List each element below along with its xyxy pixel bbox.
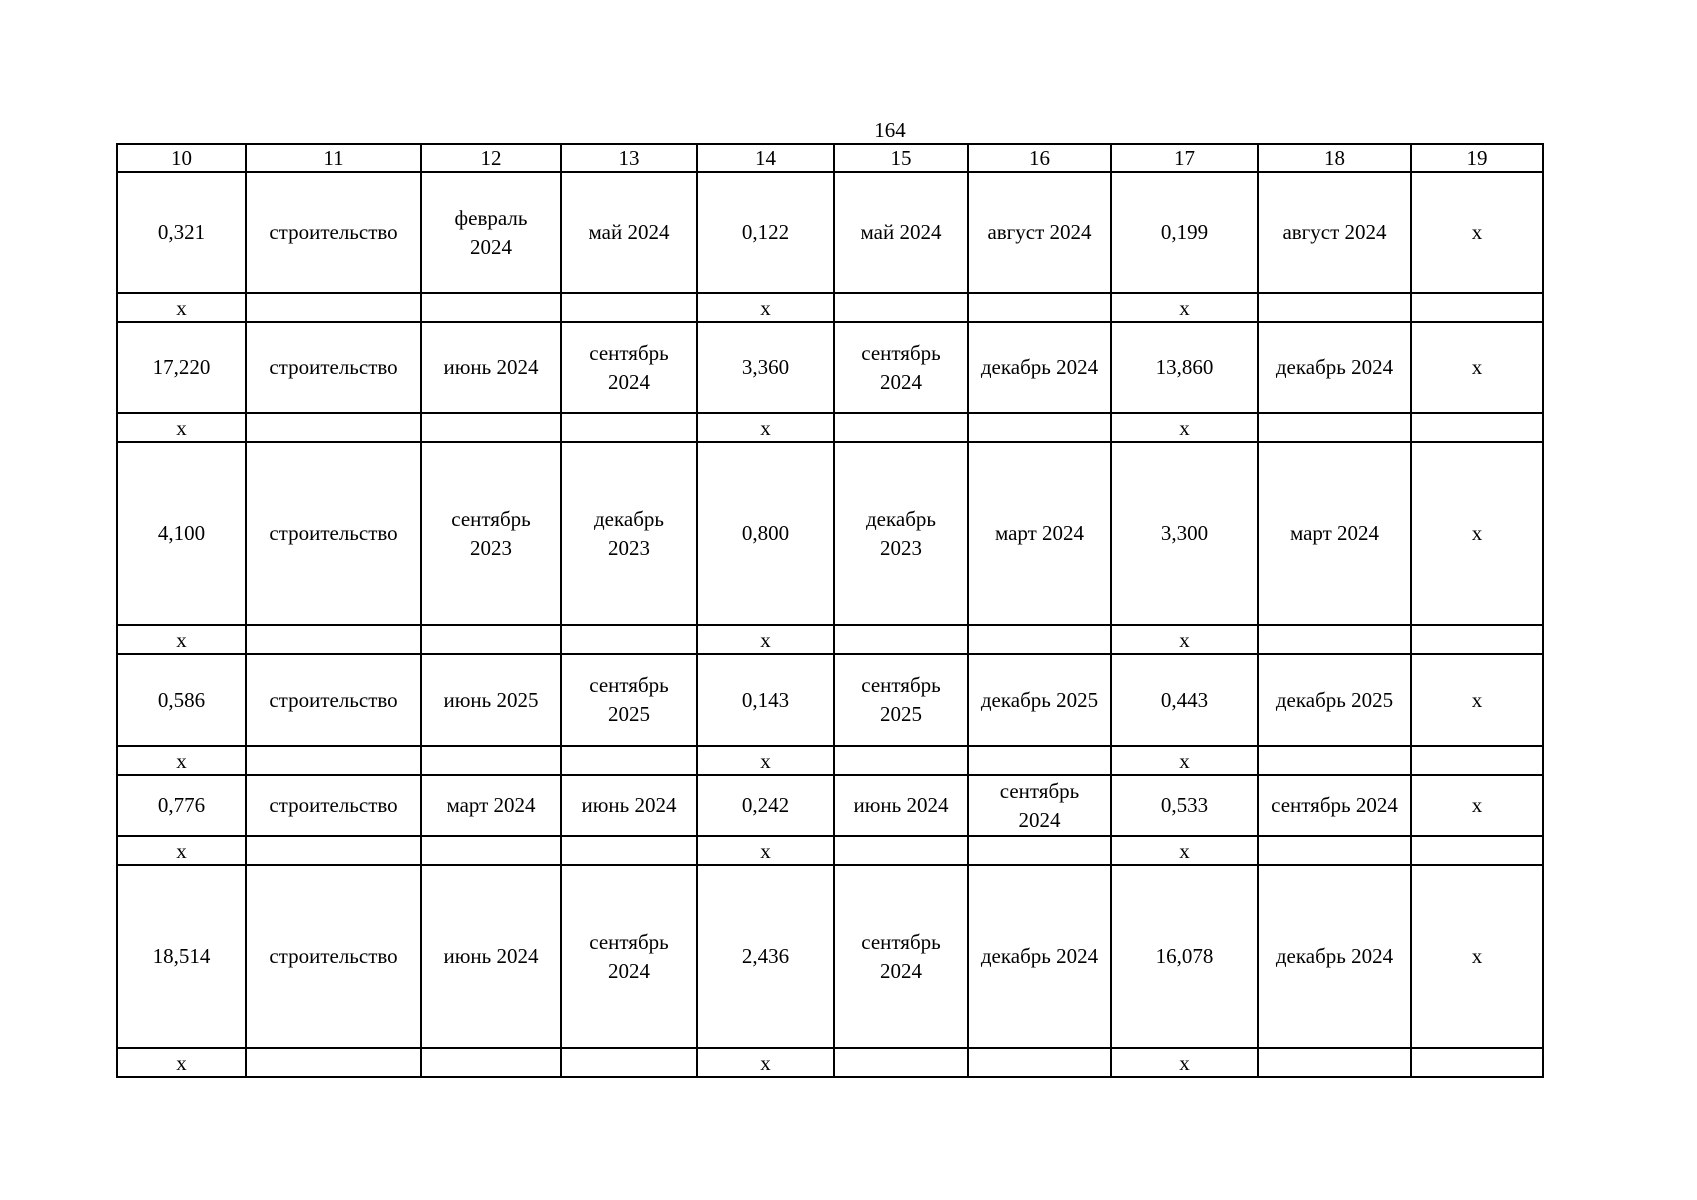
column-header-14: 14	[697, 144, 834, 172]
table-cell: строительство	[246, 172, 421, 293]
table-cell	[834, 413, 968, 442]
table-cell: х	[1111, 1048, 1258, 1077]
table-cell: х	[1111, 293, 1258, 322]
table-cell: сентябрь 2025	[834, 654, 968, 746]
table-cell: июнь 2024	[834, 775, 968, 836]
table-cell	[246, 293, 421, 322]
table-cell: х	[697, 293, 834, 322]
marker-row	[117, 836, 1543, 865]
table-cell: сентябрь 2025	[561, 654, 697, 746]
table-cell: 0,122	[697, 172, 834, 293]
table-cell	[1258, 746, 1411, 775]
table-cell: х	[117, 293, 246, 322]
table-cell: строительство	[246, 322, 421, 413]
table-cell: май 2024	[834, 172, 968, 293]
table-cell	[968, 836, 1111, 865]
table-cell: 3,300	[1111, 442, 1258, 625]
table-cell	[1411, 293, 1543, 322]
marker-row	[117, 413, 1543, 442]
table-cell: строительство	[246, 865, 421, 1048]
table-cell: х	[117, 836, 246, 865]
table-cell: строительство	[246, 775, 421, 836]
table-cell	[421, 746, 561, 775]
table-cell: х	[697, 836, 834, 865]
table-cell: 0,143	[697, 654, 834, 746]
table-cell: х	[117, 1048, 246, 1077]
table-cell	[246, 836, 421, 865]
table-cell: декабрь 2024	[968, 865, 1111, 1048]
table-cell: июнь 2024	[561, 775, 697, 836]
table-cell: декабрь 2023	[561, 442, 697, 625]
table-cell: 2,436	[697, 865, 834, 1048]
table-cell: сентябрь 2023	[421, 442, 561, 625]
table-cell: март 2024	[421, 775, 561, 836]
table-cell: х	[117, 746, 246, 775]
table-cell	[1258, 293, 1411, 322]
table-cell: июнь 2025	[421, 654, 561, 746]
table-row	[117, 442, 1543, 625]
table-cell	[834, 836, 968, 865]
table-cell: сентябрь 2024	[1258, 775, 1411, 836]
table-cell	[1258, 413, 1411, 442]
table-cell: 0,586	[117, 654, 246, 746]
table-cell	[834, 746, 968, 775]
column-header-12: 12	[421, 144, 561, 172]
table-cell: 0,776	[117, 775, 246, 836]
table-cell	[1411, 625, 1543, 654]
table-cell	[421, 625, 561, 654]
table-cell	[1258, 836, 1411, 865]
table-cell: х	[697, 1048, 834, 1077]
page-number: 164	[874, 118, 906, 142]
column-header-18: 18	[1258, 144, 1411, 172]
table-cell	[561, 1048, 697, 1077]
table-cell: 0,800	[697, 442, 834, 625]
table-cell	[561, 625, 697, 654]
table-row	[117, 172, 1543, 293]
table-cell	[246, 1048, 421, 1077]
table-cell	[968, 293, 1111, 322]
table-cell: х	[697, 413, 834, 442]
table-cell	[421, 413, 561, 442]
table-cell: х	[1111, 413, 1258, 442]
table-cell: июнь 2024	[421, 322, 561, 413]
table-cell: июнь 2024	[421, 865, 561, 1048]
table-cell	[246, 625, 421, 654]
table-cell: сентябрь 2024	[968, 775, 1111, 836]
table-cell	[561, 293, 697, 322]
table-cell: х	[1111, 836, 1258, 865]
table-cell	[421, 1048, 561, 1077]
table-cell: февраль 2024	[421, 172, 561, 293]
column-header-16: 16	[968, 144, 1111, 172]
table-cell: х	[117, 413, 246, 442]
table-cell	[421, 836, 561, 865]
column-header-15: 15	[834, 144, 968, 172]
table-cell: х	[697, 625, 834, 654]
table-cell: х	[1111, 746, 1258, 775]
table-cell: сентябрь 2024	[834, 865, 968, 1048]
column-header-19: 19	[1411, 144, 1543, 172]
table-cell: декабрь 2024	[1258, 322, 1411, 413]
table-cell	[561, 413, 697, 442]
table-cell: х	[117, 625, 246, 654]
table-cell: март 2024	[1258, 442, 1411, 625]
table-cell	[1411, 836, 1543, 865]
table-cell	[561, 836, 697, 865]
table-cell: х	[1411, 654, 1543, 746]
table-cell: 3,360	[697, 322, 834, 413]
table-cell: х	[697, 746, 834, 775]
table-cell	[834, 293, 968, 322]
table-cell: август 2024	[968, 172, 1111, 293]
table-cell: 0,443	[1111, 654, 1258, 746]
table-cell	[834, 1048, 968, 1077]
table-body	[117, 172, 1543, 1077]
column-header-13: 13	[561, 144, 697, 172]
marker-row	[117, 746, 1543, 775]
column-header-10: 10	[117, 144, 246, 172]
table-cell: строительство	[246, 442, 421, 625]
table-cell: 17,220	[117, 322, 246, 413]
table-cell: март 2024	[968, 442, 1111, 625]
table-cell: декабрь 2025	[968, 654, 1111, 746]
table-cell: х	[1411, 172, 1543, 293]
header-row	[117, 144, 1543, 172]
table-cell: 16,078	[1111, 865, 1258, 1048]
table-cell: строительство	[246, 654, 421, 746]
table-cell: х	[1411, 322, 1543, 413]
table-cell	[968, 1048, 1111, 1077]
table-cell: 4,100	[117, 442, 246, 625]
table-row	[117, 654, 1543, 746]
column-header-17: 17	[1111, 144, 1258, 172]
table-cell	[968, 413, 1111, 442]
table-cell: сентябрь 2024	[561, 322, 697, 413]
table-cell: х	[1411, 865, 1543, 1048]
column-header-11: 11	[246, 144, 421, 172]
table-cell	[834, 625, 968, 654]
table-cell	[1258, 625, 1411, 654]
table-cell	[1258, 1048, 1411, 1077]
marker-row	[117, 293, 1543, 322]
table-cell	[246, 746, 421, 775]
table-row	[117, 865, 1543, 1048]
data-table	[116, 143, 1544, 1078]
table-cell: 0,321	[117, 172, 246, 293]
table-cell: сентябрь 2024	[561, 865, 697, 1048]
table-cell	[421, 293, 561, 322]
table-cell: декабрь 2024	[1258, 865, 1411, 1048]
table-cell	[1411, 1048, 1543, 1077]
table-cell	[561, 746, 697, 775]
table-cell: август 2024	[1258, 172, 1411, 293]
table-cell: х	[1111, 625, 1258, 654]
table-cell: 0,242	[697, 775, 834, 836]
table-row	[117, 775, 1543, 836]
table-cell: декабрь 2025	[1258, 654, 1411, 746]
table-cell: 0,533	[1111, 775, 1258, 836]
table-row	[117, 322, 1543, 413]
table-cell: х	[1411, 775, 1543, 836]
table-cell	[968, 746, 1111, 775]
table-cell: 18,514	[117, 865, 246, 1048]
marker-row	[117, 625, 1543, 654]
table-cell	[968, 625, 1111, 654]
table-cell	[246, 413, 421, 442]
table-cell: сентябрь 2024	[834, 322, 968, 413]
table-cell: х	[1411, 442, 1543, 625]
table-cell: декабрь 2024	[968, 322, 1111, 413]
table-cell: 13,860	[1111, 322, 1258, 413]
table-cell	[1411, 413, 1543, 442]
marker-row	[117, 1048, 1543, 1077]
table-cell: май 2024	[561, 172, 697, 293]
table-cell	[1411, 746, 1543, 775]
table-cell: 0,199	[1111, 172, 1258, 293]
table-cell: декабрь 2023	[834, 442, 968, 625]
